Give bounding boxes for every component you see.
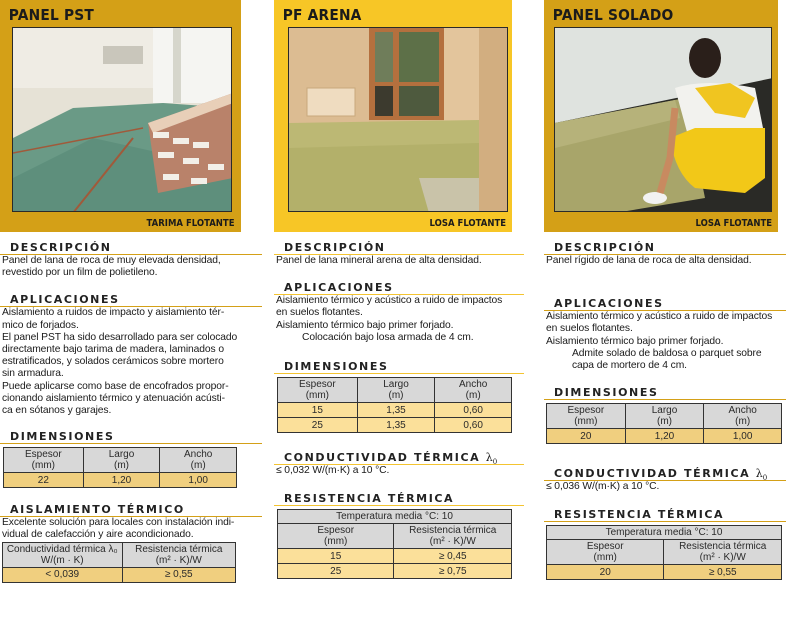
- section-heading-conductividad: CONDUCTIVIDAD TÉRMICA $\lambda_0$: [274, 450, 524, 465]
- column-header: Resistencia térmica (m² · K)/W: [394, 524, 512, 549]
- aplicaciones-line: en suelos flotantes.: [546, 323, 633, 335]
- column-header: Resistencia térmica (m² · K)/W: [664, 540, 782, 565]
- aplicaciones-line: Aislamiento térmico y acústico a ruido de impactos: [276, 295, 503, 307]
- table-row: 15 ≥ 0,45: [278, 549, 512, 564]
- table-row: 20 ≥ 0,55: [547, 565, 782, 580]
- table-row: 15 1,35 0,60: [278, 403, 512, 418]
- column-header: Resistencia térmica (m² · K)/W: [122, 542, 235, 567]
- section-heading-resistencia: RESISTENCIA TÉRMICA: [544, 507, 786, 522]
- section-heading-dimensiones: DIMENSIONES: [274, 359, 524, 374]
- table-row: 22 1,20 1,00: [4, 473, 237, 488]
- product-panel-pst: [0, 0, 262, 583]
- column-header: Largo (m): [625, 404, 704, 429]
- photo-room-with-floor-panels: [288, 27, 508, 212]
- product-caption: LOSA FLOTANTE: [695, 218, 772, 229]
- temperature-header: Temperatura media °C: 10: [278, 510, 512, 524]
- product-card: [274, 0, 512, 232]
- product-card: [0, 0, 241, 232]
- descripcion-line: Panel rígido de lana de roca de alta densidad.: [546, 255, 752, 266]
- product-card: [544, 0, 778, 232]
- product-caption: LOSA FLOTANTE: [429, 218, 506, 229]
- product-panel-solado: [544, 0, 786, 580]
- section-heading-aplicaciones: APLICACIONES: [274, 280, 524, 295]
- column-header: Ancho (m): [704, 404, 782, 429]
- column-header: Espesor (mm): [278, 524, 394, 549]
- aplicaciones-line: Aislamiento térmico bajo primer forjado.: [276, 319, 454, 331]
- product-title: PANEL SOLADO: [552, 6, 674, 24]
- aislamiento-table: [2, 542, 236, 583]
- descripcion-line: revestido por un film de polietileno.: [2, 267, 158, 279]
- aplicaciones-line: Aislamiento térmico y acústico a ruido de impactos: [546, 311, 773, 323]
- table-row: < 0,039 ≥ 0,55: [3, 567, 236, 582]
- resistencia-table: [546, 525, 782, 580]
- section-heading-resistencia: RESISTENCIA TÉRMICA: [274, 491, 524, 506]
- column-header: Largo (m): [357, 378, 435, 403]
- column-header: Conductividad térmica λ₀ W/(m · K): [3, 542, 123, 567]
- aplicaciones-line: estratificados, y solados cerámicos sobre mortero: [2, 356, 224, 368]
- dimensiones-table: [3, 447, 237, 488]
- section-heading-descripcion: DESCRIPCIÓN: [0, 240, 262, 255]
- aplicaciones-line: directamente bajo tarima de madera, laminados o: [2, 344, 224, 356]
- section-heading-descripcion: DESCRIPCIÓN: [274, 240, 524, 255]
- aplicaciones-line: Colocación bajo losa armada de 4 cm.: [302, 331, 474, 343]
- table-row: 25 1,35 0,60: [278, 418, 512, 433]
- photo-floating-timber-floor-install: [12, 27, 232, 212]
- aplicaciones-line: en suelos flotantes.: [276, 307, 363, 319]
- aplicaciones-line: Admite solado de baldosa o parquet sobre: [572, 347, 762, 359]
- lambda-symbol: $\lambda_0$: [485, 451, 498, 467]
- column-header: Espesor (mm): [278, 378, 358, 403]
- dimensiones-table: [546, 403, 782, 444]
- section-heading-aplicaciones: APLICACIONES: [0, 292, 262, 307]
- lambda-symbol: $\lambda_0$: [755, 467, 768, 483]
- table-row: 20 1,20 1,00: [547, 429, 782, 444]
- descripcion-line: Panel de lana de roca de muy elevada densidad,: [2, 255, 221, 266]
- section-heading-descripcion: DESCRIPCIÓN: [544, 240, 786, 255]
- section-heading-dimensiones: DIMENSIONES: [0, 429, 262, 444]
- product-title: PF ARENA: [282, 6, 362, 24]
- aplicaciones-line: sin armadura.: [2, 368, 64, 380]
- section-heading-dimensiones: DIMENSIONES: [544, 385, 786, 400]
- resistencia-table: [277, 509, 512, 579]
- aplicaciones-line: cionando aislamiento térmico y atenuación acústi-: [2, 392, 225, 404]
- aplicaciones-line: mico de forjados.: [2, 319, 79, 331]
- aplicaciones-line: El panel PST ha sido desarrollado para ser colocado: [2, 331, 238, 343]
- photo-worker-laying-panels: [554, 27, 772, 212]
- section-heading-aplicaciones: APLICACIONES: [544, 296, 786, 311]
- column-header: Espesor (mm): [547, 540, 664, 565]
- section-heading-conductividad: CONDUCTIVIDAD TÉRMICA $\lambda_0$: [544, 466, 786, 481]
- aplicaciones-line: Puede aplicarse como base de encofrados propor-: [2, 380, 229, 392]
- column-header: Largo (m): [83, 448, 160, 473]
- aislamiento-line: Excelente solución para locales con instalación indi-: [2, 517, 235, 529]
- column-header: Espesor (mm): [547, 404, 626, 429]
- conductividad-value: ≤ 0,036 W/(m·K) a 10 °C.: [546, 481, 660, 493]
- section-heading-aislamiento: AISLAMIENTO TÉRMICO: [0, 502, 262, 517]
- aplicaciones-line: capa de mortero de 4 cm.: [572, 360, 687, 372]
- column-header: Ancho (m): [160, 448, 237, 473]
- table-row: 25 ≥ 0,75: [278, 564, 512, 579]
- aplicaciones-line: Aislamiento térmico bajo primer forjado.: [546, 335, 724, 347]
- product-caption: TARIMA FLOTANTE: [146, 218, 235, 229]
- dimensiones-table: [277, 377, 512, 433]
- aplicaciones-line: Aislamiento a ruidos de impacto y aislamiento tér-: [2, 307, 225, 319]
- product-pf-arena: [274, 0, 524, 579]
- product-title: PANEL PST: [8, 6, 94, 24]
- descripcion-line: Panel de lana mineral arena de alta densidad.: [276, 255, 482, 266]
- conductividad-value: ≤ 0,032 W/(m·K) a 10 °C.: [276, 465, 390, 477]
- column-header: Espesor (mm): [4, 448, 84, 473]
- aplicaciones-line: ca en sótanos y garajes.: [2, 405, 112, 417]
- temperature-header: Temperatura media °C: 10: [547, 526, 782, 540]
- column-header: Ancho (m): [435, 378, 512, 403]
- aislamiento-line: vidual de calefacción y aire acondicionado.: [2, 529, 194, 541]
